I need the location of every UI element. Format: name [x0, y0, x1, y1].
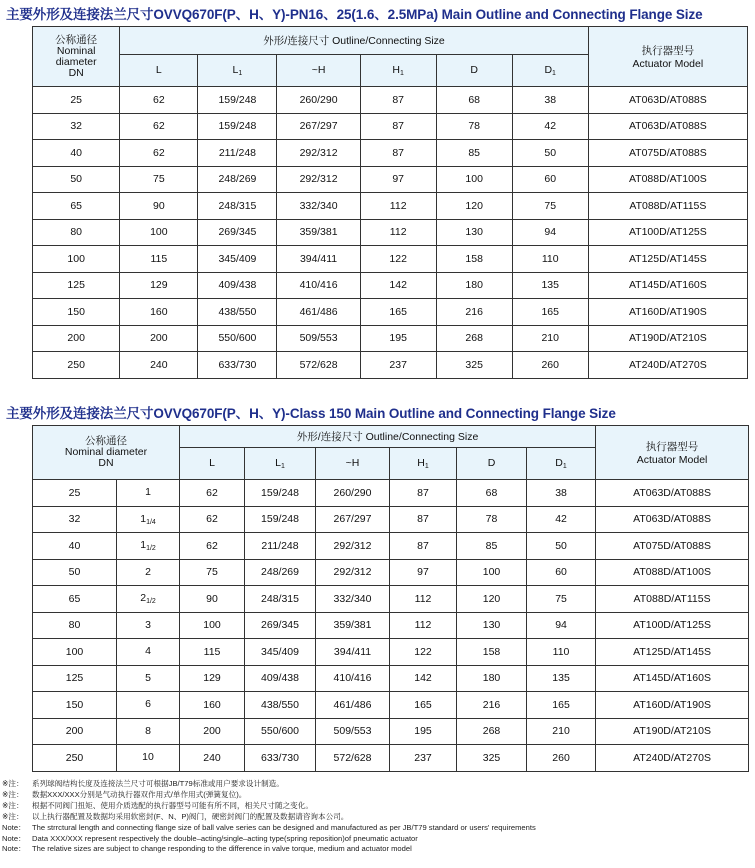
table-cell: 292/312 — [277, 166, 360, 193]
inch-fraction: 1/2 — [146, 545, 156, 553]
table-row — [33, 219, 748, 246]
table-cell: 165 — [360, 299, 436, 326]
col-header — [120, 55, 198, 87]
table-cell: 240 — [180, 745, 245, 772]
table-cell-inch — [117, 480, 180, 507]
table-cell: 633/730 — [198, 352, 277, 379]
table-cell-dn: 65 — [33, 586, 117, 613]
table-cell: 62 — [120, 87, 198, 114]
table-cell: 112 — [360, 193, 436, 220]
col-header-main: L — [209, 457, 215, 469]
notes — [2, 779, 752, 855]
table-cell: 237 — [360, 352, 436, 379]
table-cell: 50 — [527, 533, 596, 560]
col-header — [436, 55, 512, 87]
col-header-main: L — [232, 64, 239, 76]
table-cell: 158 — [457, 639, 527, 666]
table-cell: AT190D/AT210S — [588, 325, 747, 352]
table-cell: 94 — [527, 612, 596, 639]
table-cell: 268 — [436, 325, 512, 352]
note-line — [2, 790, 752, 801]
inch-whole: 8 — [145, 724, 151, 737]
table-cell: 135 — [527, 665, 596, 692]
table-cell: 509/553 — [316, 718, 390, 745]
table-cell: 110 — [527, 639, 596, 666]
dn-header-en-1: Nominal diameter — [64, 446, 148, 458]
table-cell: 75 — [120, 166, 198, 193]
inch-whole: 2 — [145, 565, 151, 578]
col-header — [180, 448, 245, 480]
table-cell: 200 — [180, 718, 245, 745]
dn-header-en-1: Nominal — [56, 44, 96, 57]
table-cell: 112 — [390, 586, 457, 613]
table-cell: 633/730 — [245, 745, 316, 772]
table-cell: 345/409 — [245, 639, 316, 666]
table-cell: 125 — [33, 272, 120, 299]
table-cell: 120 — [436, 193, 512, 220]
table-cell: 359/381 — [277, 219, 360, 246]
table-cell: 129 — [180, 665, 245, 692]
table-cell: 267/297 — [277, 113, 360, 140]
table-cell: 159/248 — [245, 506, 316, 533]
note-text: 系列球阀结构长度及连接法兰尺寸可根据JB/T79标准或用户要求设计制造。 — [32, 779, 284, 788]
table-cell: 97 — [390, 559, 457, 586]
outline-header: 外形/连接尺寸 Outline/Connecting Size — [120, 27, 588, 55]
note-label: ※注： — [2, 800, 24, 810]
table-cell: 409/438 — [245, 665, 316, 692]
note-text: The strrctural length and connecting flange size of ball valve series can be designed and manufactured as per JB/T79 standard or users' requirements — [32, 822, 536, 832]
note-text: 数据XXX/XXX分别是气动执行器双作用式/单作用式(弹簧复位)。 — [32, 789, 247, 799]
table-cell: AT063D/AT088S — [596, 480, 749, 507]
table-cell: 32 — [33, 113, 120, 140]
table-cell: 210 — [527, 718, 596, 745]
table-cell-inch — [117, 665, 180, 692]
table-cell-dn: 200 — [33, 718, 117, 745]
table-cell-dn: 250 — [33, 745, 117, 772]
note-label: ※注： — [2, 811, 24, 821]
table-cell-inch — [117, 559, 180, 586]
table-row — [33, 612, 749, 639]
table-cell: 195 — [390, 718, 457, 745]
col-header — [527, 448, 596, 480]
note-label: Note： — [2, 844, 26, 854]
table-cell: 100 — [120, 219, 198, 246]
table-cell: 248/315 — [245, 586, 316, 613]
table-cell: 248/315 — [198, 193, 277, 220]
table-cell: AT160D/AT190S — [596, 692, 749, 719]
table-cell-dn: 80 — [33, 612, 117, 639]
table-row — [33, 272, 748, 299]
actuator-header-en: Actuator Model — [636, 454, 708, 466]
table-cell: 62 — [180, 533, 245, 560]
table1-pn16-pn25 — [32, 26, 748, 379]
table-cell: 509/553 — [277, 325, 360, 352]
col-header-main: D — [555, 457, 563, 469]
col-header — [277, 55, 360, 87]
table-cell-dn: 32 — [33, 506, 117, 533]
table-cell-dn: 50 — [33, 559, 117, 586]
dn-header-en-2: diameter — [55, 55, 97, 68]
table-cell: 65 — [33, 193, 120, 220]
table-cell: 332/340 — [316, 586, 390, 613]
table-cell-inch — [117, 506, 180, 533]
inch-whole: 4 — [145, 645, 151, 658]
table-cell: 200 — [120, 325, 198, 352]
col-header — [390, 448, 457, 480]
note-text: Data XXX/XXX represent respectively the double–acting/single–acting type(spring reposition)of pneumatic actuator — [32, 833, 418, 843]
actuator-header-en: Actuator Model — [632, 58, 704, 70]
table-row — [33, 166, 748, 193]
table-cell: 216 — [436, 299, 512, 326]
table-cell: AT075D/AT088S — [588, 140, 747, 167]
table-cell: 94 — [512, 219, 588, 246]
table-cell: 292/312 — [277, 140, 360, 167]
note-text: The relative sizes are subject to change responding to the difference in valve torque, medium and actuator model — [32, 844, 412, 854]
actuator-header-cn: 执行器型号 — [645, 441, 699, 453]
actuator-header — [596, 426, 749, 480]
table-row — [33, 246, 748, 273]
col-header — [245, 448, 316, 480]
col-header-main: D — [487, 457, 496, 469]
inch-whole: 1 — [145, 486, 151, 499]
table-cell-inch — [117, 718, 180, 745]
table-cell: AT145D/AT160S — [588, 272, 747, 299]
table-cell: 260 — [527, 745, 596, 772]
note-line — [2, 801, 752, 812]
table-cell: AT160D/AT190S — [588, 299, 747, 326]
table-cell: AT125D/AT145S — [588, 246, 747, 273]
table-row — [33, 352, 748, 379]
col-header — [316, 448, 390, 480]
table-row — [33, 692, 749, 719]
table-cell: 158 — [436, 246, 512, 273]
table-cell: AT190D/AT210S — [596, 718, 749, 745]
inch-fraction: 1/2 — [146, 598, 156, 606]
table-cell: 180 — [457, 665, 527, 692]
table-cell: 325 — [436, 352, 512, 379]
table-cell: 345/409 — [198, 246, 277, 273]
table-row — [33, 718, 749, 745]
table-cell: 97 — [360, 166, 436, 193]
table-row — [33, 193, 748, 220]
table-cell: 120 — [457, 586, 527, 613]
table-cell: 394/411 — [316, 639, 390, 666]
table-cell: 100 — [180, 612, 245, 639]
dn-header — [33, 27, 120, 87]
table-cell: 461/486 — [277, 299, 360, 326]
table-cell: 85 — [457, 533, 527, 560]
table-cell: 268 — [457, 718, 527, 745]
note-label: ※注： — [2, 779, 24, 788]
table-cell: 130 — [457, 612, 527, 639]
table-cell: 110 — [512, 246, 588, 273]
col-header-main: D — [544, 64, 553, 76]
table-cell-dn: 100 — [33, 639, 117, 666]
table-cell-dn: 40 — [33, 533, 117, 560]
table-cell: 60 — [527, 559, 596, 586]
outline-header: 外形/连接尺寸 Outline/Connecting Size — [180, 426, 596, 448]
table-cell: 62 — [180, 506, 245, 533]
table-cell: 135 — [512, 272, 588, 299]
table-cell: 100 — [436, 166, 512, 193]
table-cell: 87 — [390, 506, 457, 533]
table-cell: AT145D/AT160S — [596, 665, 749, 692]
table-cell: AT088D/AT115S — [588, 193, 747, 220]
note-line — [2, 779, 752, 790]
table-cell: 394/411 — [277, 246, 360, 273]
table-cell: 200 — [33, 325, 120, 352]
table-cell: 550/600 — [198, 325, 277, 352]
table-cell: 87 — [360, 140, 436, 167]
table-cell: 260 — [512, 352, 588, 379]
table-cell: 142 — [390, 665, 457, 692]
table-cell: 115 — [180, 639, 245, 666]
inch-fraction: 1/4 — [146, 518, 156, 526]
col-header-sub: 1 — [424, 463, 429, 470]
inch-whole: 10 — [142, 751, 154, 764]
table-cell-inch — [117, 612, 180, 639]
col-header-main: H — [392, 64, 401, 76]
table-cell: 100 — [33, 246, 120, 273]
table-cell: 572/628 — [277, 352, 360, 379]
table-cell: 75 — [527, 586, 596, 613]
table-cell: 292/312 — [316, 533, 390, 560]
table-cell: 85 — [436, 140, 512, 167]
table-cell: 438/550 — [198, 299, 277, 326]
col-header-main: ~H — [345, 457, 360, 469]
note-label: Note： — [2, 822, 26, 832]
table-cell: 129 — [120, 272, 198, 299]
table-cell: 122 — [390, 639, 457, 666]
table1-body — [33, 87, 748, 379]
table-cell: 461/486 — [316, 692, 390, 719]
table1-title: 主要外形及连接法兰尺寸OVVQ670F(P、H、Y)-PN16、25(1.6、2.5MPa) Main Outline and Connecting Flange Size — [6, 7, 703, 22]
table-cell: AT100D/AT125S — [588, 219, 747, 246]
table-cell: 38 — [512, 87, 588, 114]
table-cell: AT100D/AT125S — [596, 612, 749, 639]
table2-class150 — [32, 425, 749, 772]
table-cell: 50 — [512, 140, 588, 167]
table-cell: 359/381 — [316, 612, 390, 639]
table-cell: 60 — [512, 166, 588, 193]
table-cell: 260/290 — [277, 87, 360, 114]
table-cell: 87 — [390, 533, 457, 560]
table-cell: 87 — [360, 113, 436, 140]
note-line — [2, 834, 752, 845]
table-cell: 250 — [33, 352, 120, 379]
table-cell: 248/269 — [245, 559, 316, 586]
table-cell: 87 — [390, 480, 457, 507]
table-cell: 42 — [512, 113, 588, 140]
table-row — [33, 506, 749, 533]
col-header-main: ~H — [311, 64, 326, 76]
col-header — [457, 448, 527, 480]
table-cell: 165 — [527, 692, 596, 719]
table-cell: 159/248 — [198, 113, 277, 140]
table-cell-dn: 25 — [33, 480, 117, 507]
table-row — [33, 745, 749, 772]
table-cell: AT088D/AT115S — [596, 586, 749, 613]
table-row — [33, 87, 748, 114]
table-cell: AT063D/AT088S — [588, 87, 747, 114]
table-cell: AT240D/AT270S — [588, 352, 747, 379]
table-cell-inch — [117, 692, 180, 719]
col-header-sub: 1 — [400, 70, 404, 77]
inch-whole: 2 — [140, 592, 147, 605]
table-cell: 269/345 — [198, 219, 277, 246]
col-header-sub: 1 — [280, 463, 285, 470]
col-header-sub: 1 — [238, 70, 243, 77]
table-cell-inch — [117, 586, 180, 613]
table-cell: 100 — [457, 559, 527, 586]
dn-header-cn: 公称通径 — [85, 435, 127, 447]
table-cell: 438/550 — [245, 692, 316, 719]
table-cell: 78 — [436, 113, 512, 140]
table-cell: 180 — [436, 272, 512, 299]
table-cell: 410/416 — [277, 272, 360, 299]
inch-whole: 6 — [145, 698, 151, 711]
table-cell: 409/438 — [198, 272, 277, 299]
dn-header-cn: 公称通径 — [55, 33, 98, 46]
table-cell: AT075D/AT088S — [596, 533, 749, 560]
note-line — [2, 823, 752, 834]
table-cell: 90 — [180, 586, 245, 613]
table-cell: 165 — [512, 299, 588, 326]
table-cell: 130 — [436, 219, 512, 246]
table-cell: 325 — [457, 745, 527, 772]
table-cell: 410/416 — [316, 665, 390, 692]
table-row — [33, 325, 748, 352]
table-cell: 112 — [360, 219, 436, 246]
note-line — [2, 844, 752, 855]
table-cell: 25 — [33, 87, 120, 114]
table-cell-inch — [117, 745, 180, 772]
table-cell: 42 — [527, 506, 596, 533]
table-cell: 550/600 — [245, 718, 316, 745]
table-cell: 572/628 — [316, 745, 390, 772]
table-cell: 68 — [457, 480, 527, 507]
col-header — [512, 55, 588, 87]
table-cell: 237 — [390, 745, 457, 772]
table-cell: 159/248 — [198, 87, 277, 114]
table-row — [33, 665, 749, 692]
col-header-main: H — [417, 457, 425, 469]
table-cell: AT088D/AT100S — [596, 559, 749, 586]
col-header-sub: 1 — [552, 70, 556, 77]
table-cell: 240 — [120, 352, 198, 379]
note-label: ※注： — [2, 789, 24, 799]
col-header-sub: 1 — [562, 463, 567, 470]
table-cell: 38 — [527, 480, 596, 507]
table-cell: AT063D/AT088S — [596, 506, 749, 533]
table2-title: 主要外形及连接法兰尺寸OVVQ670F(P、H、Y)-Class 150 Main Outline and Connecting Flange Size — [6, 406, 616, 421]
table-row — [33, 586, 749, 613]
inch-whole: 5 — [145, 671, 151, 684]
table-cell: 267/297 — [316, 506, 390, 533]
table-row — [33, 140, 748, 167]
dn-header-en-3: DN — [68, 66, 84, 79]
table-cell: AT240D/AT270S — [596, 745, 749, 772]
dn-header — [33, 426, 180, 480]
table-cell-dn: 150 — [33, 692, 117, 719]
table-cell-dn: 125 — [33, 665, 117, 692]
inch-whole: 1 — [140, 539, 147, 552]
table-cell-inch — [117, 533, 180, 560]
col-header — [198, 55, 277, 87]
table-cell: 75 — [512, 193, 588, 220]
table-cell: AT125D/AT145S — [596, 639, 749, 666]
note-line — [2, 812, 752, 823]
col-header-main: D — [470, 64, 478, 76]
table-cell: 159/248 — [245, 480, 316, 507]
table-cell: 292/312 — [316, 559, 390, 586]
table-cell: 122 — [360, 246, 436, 273]
note-text: 以上执行器配置及数据均采用软密封(F、N、P)阀门，硬密封阀门的配置及数据请咨询本公司。 — [32, 811, 349, 821]
table-cell: 195 — [360, 325, 436, 352]
table-cell: 112 — [390, 612, 457, 639]
table-row — [33, 299, 748, 326]
table-row — [33, 480, 749, 507]
table-row — [33, 533, 749, 560]
table-cell: AT063D/AT088S — [588, 113, 747, 140]
table-cell: 40 — [33, 140, 120, 167]
table-cell: 87 — [360, 87, 436, 114]
table-cell: 75 — [180, 559, 245, 586]
table-cell: 62 — [120, 140, 198, 167]
table-row — [33, 113, 748, 140]
table-cell: 269/345 — [245, 612, 316, 639]
table-cell: 211/248 — [198, 140, 277, 167]
table-cell: 211/248 — [245, 533, 316, 560]
inch-whole: 1 — [140, 512, 147, 525]
col-header-main: L — [275, 457, 281, 469]
table-cell: 90 — [120, 193, 198, 220]
table-cell: 160 — [120, 299, 198, 326]
note-text: 根据不同阀门扭矩、使用介质选配的执行器型号可能有所不同，相关尺寸随之变化。 — [32, 800, 313, 810]
col-header-main: L — [155, 64, 162, 76]
table-cell: 62 — [120, 113, 198, 140]
dn-header-en-2: DN — [98, 457, 114, 469]
table-cell: 78 — [457, 506, 527, 533]
table-cell: 68 — [436, 87, 512, 114]
table-cell: 80 — [33, 219, 120, 246]
table-cell: 142 — [360, 272, 436, 299]
col-header — [360, 55, 436, 87]
inch-whole: 3 — [145, 618, 151, 631]
table-cell: 216 — [457, 692, 527, 719]
table-row — [33, 559, 749, 586]
table-cell: AT088D/AT100S — [588, 166, 747, 193]
table-cell: 150 — [33, 299, 120, 326]
note-label: Note： — [2, 833, 26, 843]
actuator-header — [588, 27, 747, 87]
table-cell: 248/269 — [198, 166, 277, 193]
actuator-header-cn: 执行器型号 — [641, 45, 695, 57]
table-cell: 332/340 — [277, 193, 360, 220]
table-cell: 50 — [33, 166, 120, 193]
table-cell: 115 — [120, 246, 198, 273]
table-cell-inch — [117, 639, 180, 666]
table2-body — [33, 480, 749, 772]
table-cell: 160 — [180, 692, 245, 719]
table-cell: 210 — [512, 325, 588, 352]
table-row — [33, 639, 749, 666]
table-cell: 165 — [390, 692, 457, 719]
table-cell: 260/290 — [316, 480, 390, 507]
table-cell: 62 — [180, 480, 245, 507]
